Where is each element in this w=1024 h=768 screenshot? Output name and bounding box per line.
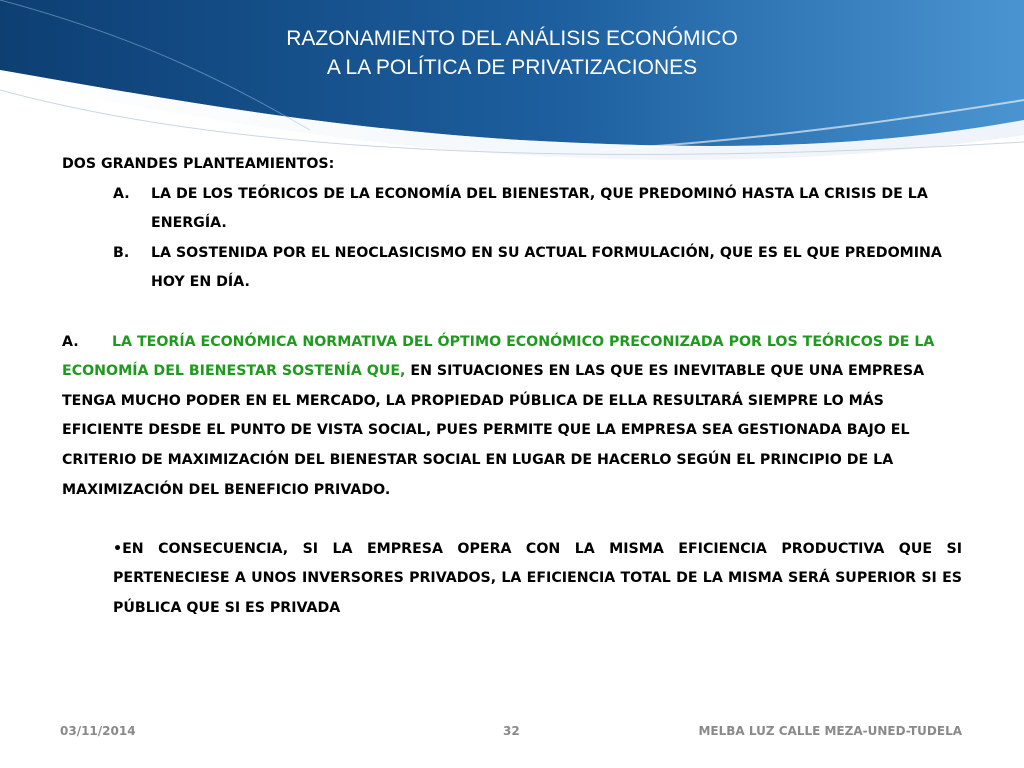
slide-body (62, 150, 962, 624)
footer-page-number: 32 (503, 724, 520, 738)
title-line-1: RAZONAMIENTO DEL ANÁLISIS ECONÓMICO (286, 27, 738, 50)
section-letter: A. (62, 333, 79, 350)
list-text: LA SOSTENIDA POR EL NEOCLASICISMO EN SU ACTUAL FORMULACIÓN, QUE ES EL QUE PREDOMINA HOY EN DÍA. (151, 244, 942, 291)
list-letter: B. (113, 244, 130, 261)
list-item-b (113, 239, 962, 298)
slide-title (0, 24, 1024, 82)
paragraph-text: EN SITUACIONES EN LAS QUE ES INEVITABLE QUE UNA EMPRESA TENGA MUCHO PODER EN EL MERCADO, LA PROPIEDAD PÚBLICA DE ELLA RESULTARÁ SIEMPRE LO MÁS EFICIENTE DESDE EL PUNTO DE VISTA SOCIAL, PUES PERMITE QUE LA EMPRESA SEA GESTIONADA BAJO EL CRITERIO DE MAXIMIZACIÓN DEL BIENESTAR SOCIAL EN LUGAR DE HACERLO SEGÚN EL PRINCIPIO DE LA MAXIMIZACIÓN DEL BENEFICIO PRIVADO. (62, 363, 925, 498)
footer-date: 03/11/2014 (60, 724, 136, 738)
highlighted-text: LA TEORÍA ECONÓMICA NORMATIVA DEL ÓPTIMO ECONÓMICO PRECONIZADA POR LOS TEÓRICOS DE LA ECONOMÍA DEL BIENESTAR SOSTENÍA QUE, (62, 333, 935, 380)
intro-text: DOS GRANDES PLANTEAMIENTOS: (62, 156, 335, 172)
footer-author: MELBA LUZ CALLE MEZA-UNED-TUDELA (698, 724, 962, 738)
section-a-paragraph (62, 328, 962, 506)
title-line-2: A LA POLÍTICA DE PRIVATIZACIONES (326, 56, 698, 79)
list-text: LA DE LOS TEÓRICOS DE LA ECONOMÍA DEL BIENESTAR, QUE PREDOMINÓ HASTA LA CRISIS DE LA ENERGÍA. (151, 185, 928, 232)
bullet-paragraph: •EN CONSECUENCIA, SI LA EMPRESA OPERA CON LA MISMA EFICIENCIA PRODUCTIVA QUE SI PERTENECIESE A UNOS INVERSORES PRIVADOS, LA EFICIENCIA TOTAL DE LA MISMA SERÁ SUPERIOR SI ES PÚBLICA QUE SI ES PRIVADA (113, 540, 962, 616)
list-letter: A. (113, 185, 130, 202)
list-item-a (113, 180, 962, 239)
